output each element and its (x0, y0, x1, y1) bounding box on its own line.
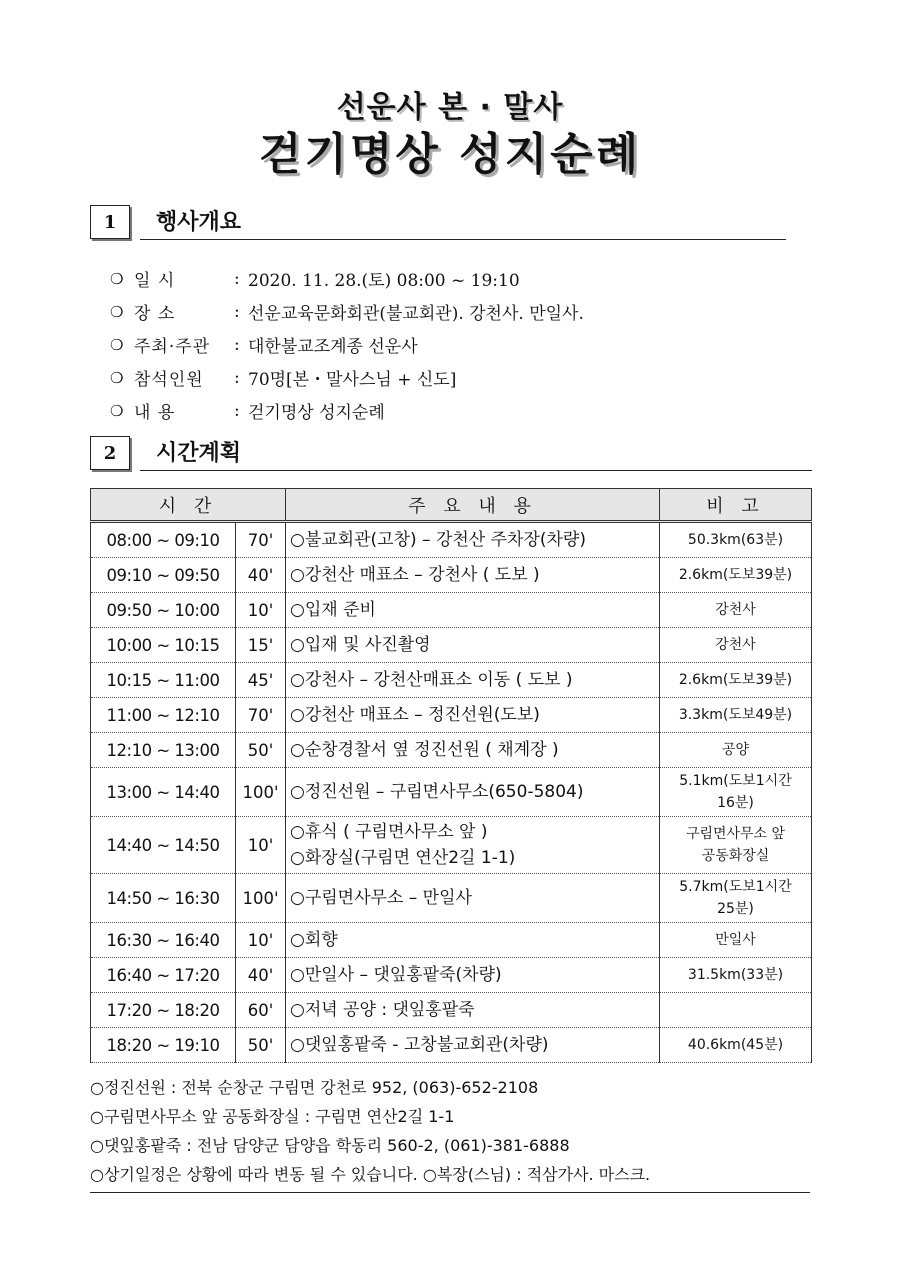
table-row (91, 993, 812, 1028)
table-row (91, 593, 812, 628)
note-line: 40.6km(45분) (687, 1037, 784, 1053)
content-cell (286, 958, 660, 993)
content-line: ○불교회관(고창) – 강천산 주차장(차량) (290, 530, 586, 550)
section-rule (140, 470, 812, 471)
table-row (91, 522, 812, 558)
note-item: ○정진선원 : 전북 순창군 구림면 강천로 952, (063)-652-2108 (90, 1078, 539, 1097)
content-line: ○구림면사무소 – 만일사 (290, 888, 472, 908)
overview-item (110, 262, 584, 295)
page-title: 걷기명상 성지순례 (258, 129, 642, 180)
duration-cell: 60' (236, 993, 286, 1028)
note-item: ○구림면사무소 앞 공동화장실 : 구림면 연산2길 1-1 (90, 1107, 455, 1126)
header-note: 비 고 (660, 489, 812, 522)
note-item: ○상기일정은 상황에 따라 변동 될 수 있습니다. ○복장(스님) : 적삼가사. 마스크. (90, 1165, 651, 1184)
note-line: 구림면사무소 앞 (685, 826, 786, 842)
content-line: ○만일사 – 댓잎홍팥죽(차량) (290, 965, 502, 985)
note-cell (660, 923, 812, 958)
time-cell: 10:15 ~ 11:00 (91, 663, 236, 698)
table-row (91, 1028, 812, 1063)
section-schedule-heading (90, 436, 815, 470)
overview-label: 일 시 (134, 271, 176, 291)
table-row (91, 958, 812, 993)
overview-value: 선운교육문화회관(불교회관). 강천사. 만일사. (248, 304, 584, 324)
note-cell (660, 993, 812, 1028)
bullet-icon: ❍ (110, 302, 124, 321)
duration-cell: 45' (236, 663, 286, 698)
note-item: ○댓잎홍팥죽 : 전남 담양군 담양읍 학동리 560-2, (061)-381-6888 (90, 1136, 570, 1155)
content-line: ○강천산 매표소 – 정진선원(도보) (290, 705, 540, 725)
time-cell: 13:00 ~ 14:40 (91, 768, 236, 817)
note-cell (660, 733, 812, 768)
time-cell: 16:30 ~ 16:40 (91, 923, 236, 958)
overview-item (110, 361, 584, 394)
table-row (91, 628, 812, 663)
note-cell (660, 558, 812, 593)
overview-label: 내 용 (134, 403, 176, 423)
content-cell (286, 593, 660, 628)
overview-item (110, 328, 584, 361)
content-cell (286, 817, 660, 874)
content-line: ○입재 준비 (290, 600, 376, 620)
time-cell: 09:50 ~ 10:00 (91, 593, 236, 628)
table-row (91, 768, 812, 817)
note-cell (660, 663, 812, 698)
note-cell (660, 958, 812, 993)
overview-label: 참석인원 (134, 370, 204, 390)
content-cell (286, 993, 660, 1028)
note-line: 공동화장실 (701, 848, 770, 864)
content-cell (286, 1028, 660, 1063)
bullet-icon: ❍ (110, 269, 124, 288)
content-cell (286, 733, 660, 768)
content-cell (286, 558, 660, 593)
duration-cell: 10' (236, 593, 286, 628)
table-row (91, 698, 812, 733)
duration-cell: 100' (236, 768, 286, 817)
content-line: ○댓잎홍팥죽 - 고창불교회관(차량) (290, 1035, 549, 1055)
overview-value: 2020. 11. 28.(토) 08:00 ~ 19:10 (248, 271, 520, 291)
time-cell: 17:20 ~ 18:20 (91, 993, 236, 1028)
notes-list (90, 1072, 810, 1188)
duration-cell: 50' (236, 733, 286, 768)
content-line: ○강천사 – 강천산매표소 이동 ( 도보 ) (290, 670, 573, 690)
section-title: 행사개요 (156, 210, 242, 235)
note-cell (660, 1028, 812, 1063)
content-line: ○저녁 공양 : 댓잎홍팥죽 (290, 1000, 475, 1020)
note-cell (660, 768, 812, 817)
table-row (91, 874, 812, 923)
colon: : (234, 367, 240, 388)
content-line: ○입재 및 사진촬영 (290, 635, 431, 655)
section-number: 1 (90, 205, 130, 239)
note-cell (660, 593, 812, 628)
time-cell: 10:00 ~ 10:15 (91, 628, 236, 663)
header-content: 주 요 내 용 (286, 489, 660, 522)
schedule-body (91, 522, 812, 1063)
table-row (91, 817, 812, 874)
time-cell: 14:40 ~ 14:50 (91, 817, 236, 874)
overview-value: 걷기명상 성지순례 (248, 403, 385, 423)
time-cell: 08:00 ~ 09:10 (91, 522, 236, 558)
overview-item (110, 394, 584, 427)
note-line: 25분) (717, 901, 754, 917)
overview-list (110, 262, 584, 427)
note-line: 5.7km(도보1시간 (679, 879, 792, 895)
duration-cell: 10' (236, 817, 286, 874)
schedule-table (90, 488, 812, 1063)
content-cell (286, 698, 660, 733)
title-line1: 선운사 본 · 말사 (336, 90, 564, 125)
note-cell (660, 698, 812, 733)
duration-cell: 10' (236, 923, 286, 958)
note-line: 강천사 (715, 602, 756, 618)
colon: : (234, 400, 240, 421)
overview-label: 주최·주관 (134, 337, 211, 357)
header-time: 시 간 (91, 489, 286, 522)
note-line: 공양 (721, 742, 750, 758)
overview-value: 70명[본・말사스님 + 신도] (248, 370, 457, 390)
bullet-icon: ❍ (110, 401, 124, 420)
content-cell (286, 628, 660, 663)
table-row (91, 923, 812, 958)
content-line: ○화장실(구림면 연산2길 1-1) (290, 848, 516, 868)
colon: : (234, 334, 240, 355)
overview-item (110, 295, 584, 328)
overview-label: 장 소 (134, 304, 176, 324)
duration-cell: 70' (236, 698, 286, 733)
section-number: 2 (90, 436, 130, 470)
duration-cell: 50' (236, 1028, 286, 1063)
note-cell (660, 874, 812, 923)
bullet-icon: ❍ (110, 368, 124, 387)
section-title: 시간계획 (156, 441, 242, 466)
overview-value: 대한불교조계종 선운사 (248, 337, 418, 357)
section-overview-heading (90, 205, 790, 239)
table-row (91, 558, 812, 593)
table-row (91, 733, 812, 768)
note-line: 16분) (717, 795, 754, 811)
time-cell: 14:50 ~ 16:30 (91, 874, 236, 923)
colon: : (234, 268, 240, 289)
note-line: 3.3km(도보49분) (678, 707, 793, 723)
bottom-rule (90, 1192, 810, 1193)
time-cell: 16:40 ~ 17:20 (91, 958, 236, 993)
note-line: 31.5km(33분) (687, 967, 784, 983)
time-cell: 11:00 ~ 12:10 (91, 698, 236, 733)
table-header-row (91, 489, 812, 522)
table-row (91, 663, 812, 698)
content-cell (286, 522, 660, 558)
content-cell (286, 663, 660, 698)
note-cell (660, 628, 812, 663)
note-line: 2.6km(도보39분) (678, 567, 793, 583)
content-cell (286, 874, 660, 923)
note-line: 만일사 (715, 932, 756, 948)
note-cell (660, 817, 812, 874)
content-line: ○정진선원 – 구림면사무소(650-5804) (290, 782, 584, 802)
note-line: 2.6km(도보39분) (678, 672, 793, 688)
content-line: ○강천산 매표소 – 강천사 ( 도보 ) (290, 565, 540, 585)
content-line: ○휴식 ( 구림면사무소 앞 ) (290, 822, 488, 842)
bullet-icon: ❍ (110, 335, 124, 354)
content-line: ○순창경찰서 옆 정진선원 ( 채계장 ) (290, 740, 559, 760)
time-cell: 12:10 ~ 13:00 (91, 733, 236, 768)
content-cell (286, 923, 660, 958)
content-cell (286, 768, 660, 817)
colon: : (234, 301, 240, 322)
note-line: 강천사 (715, 637, 756, 653)
duration-cell: 15' (236, 628, 286, 663)
time-cell: 09:10 ~ 09:50 (91, 558, 236, 593)
content-line: ○회향 (290, 930, 338, 950)
note-cell (660, 522, 812, 558)
duration-cell: 40' (236, 558, 286, 593)
note-line: 50.3km(63분) (687, 532, 784, 548)
note-line: 5.1km(도보1시간 (679, 773, 792, 789)
time-cell: 18:20 ~ 19:10 (91, 1028, 236, 1063)
duration-cell: 70' (236, 522, 286, 558)
duration-cell: 40' (236, 958, 286, 993)
section-rule (140, 239, 786, 240)
duration-cell: 100' (236, 874, 286, 923)
